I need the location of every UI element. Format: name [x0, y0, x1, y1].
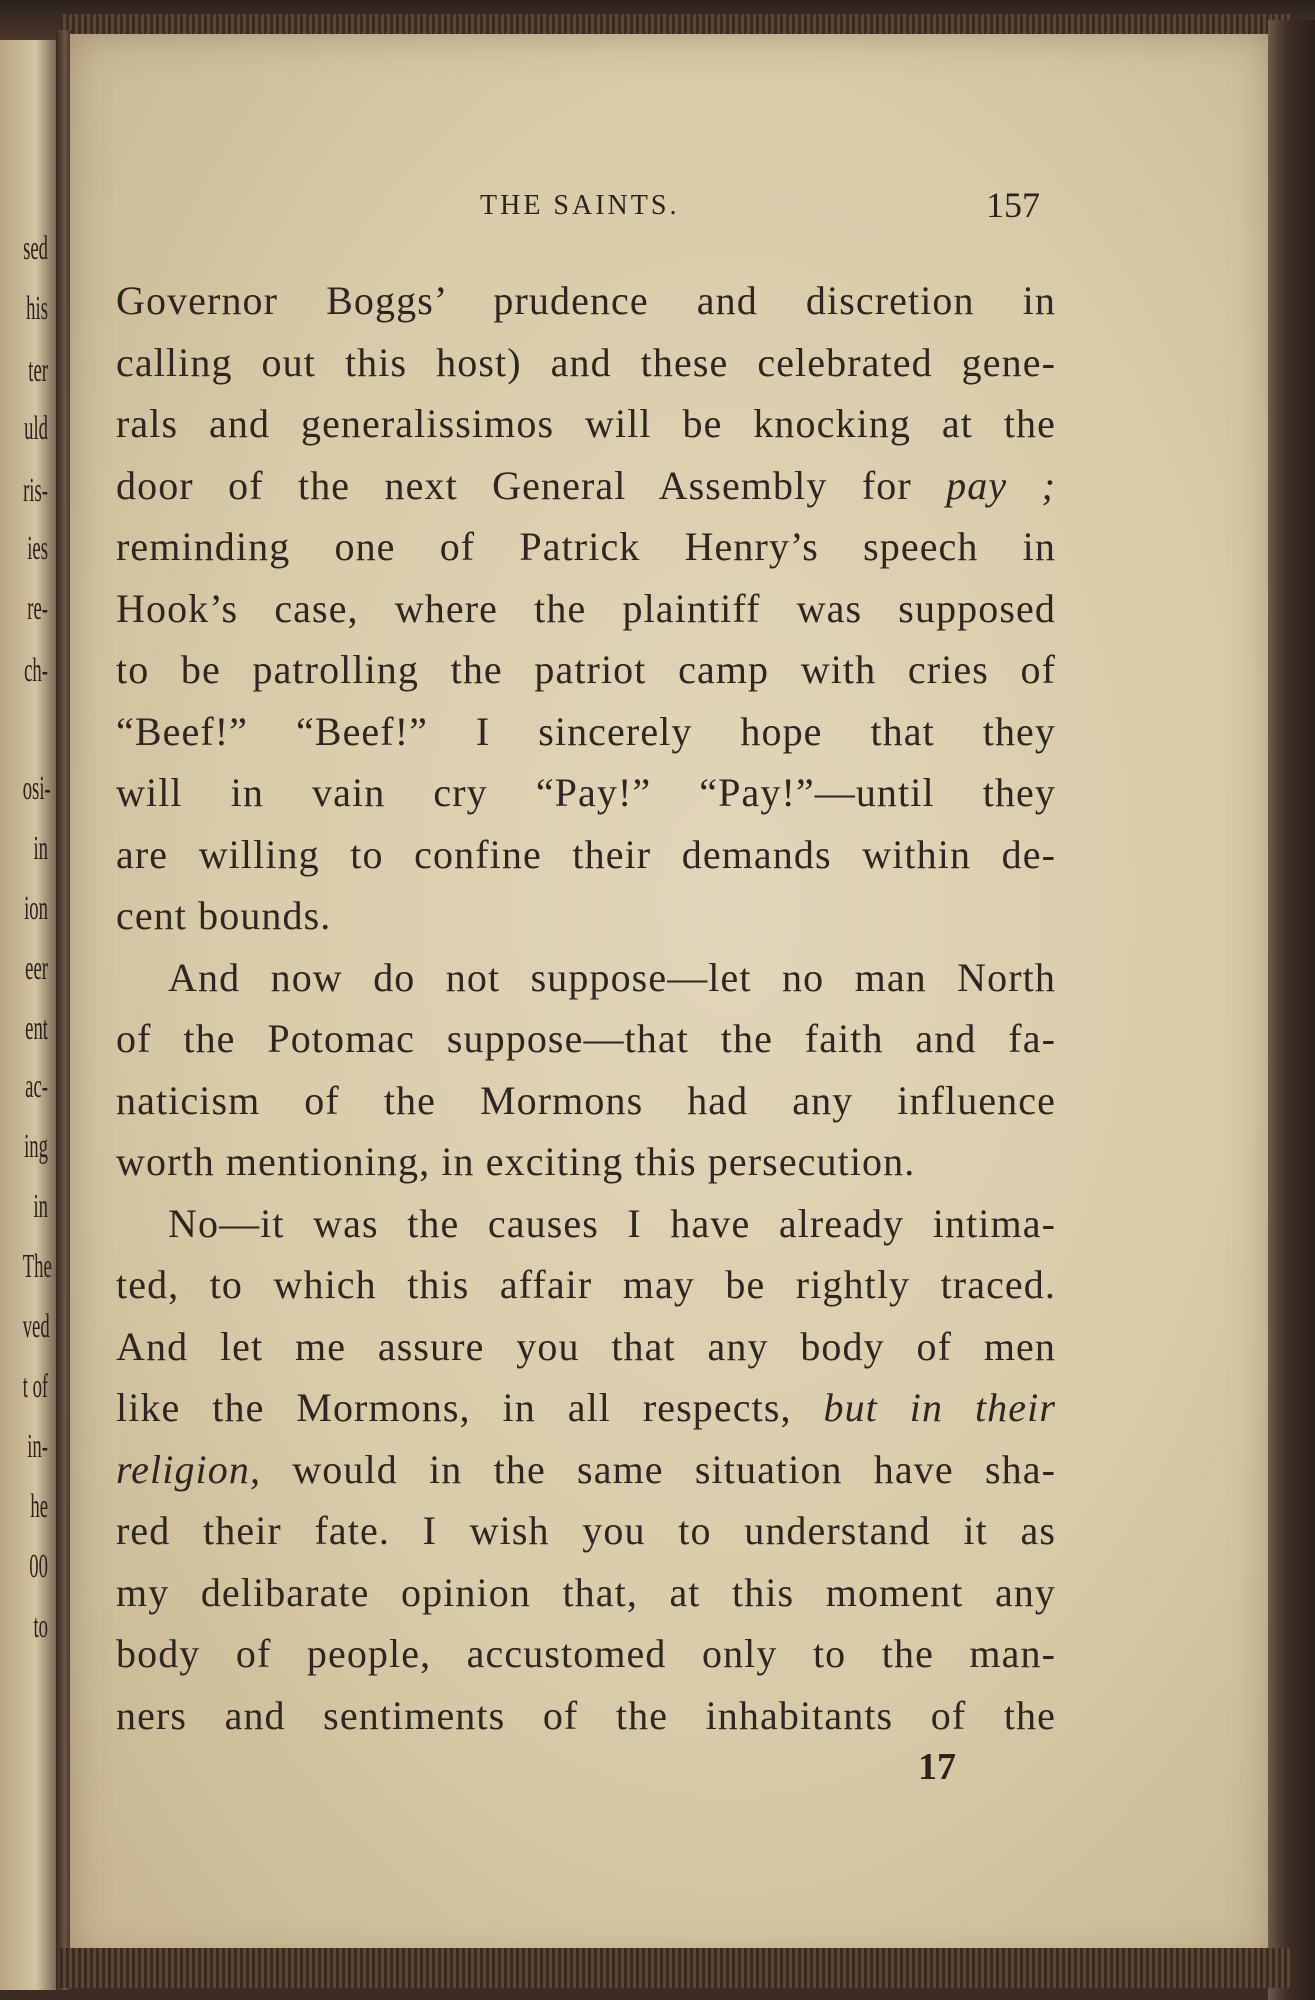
text-line: my delibarate opinion that, at this moment any	[116, 1569, 1056, 1615]
text-line: of the Potomac suppose—that the faith and fa-	[116, 1016, 1056, 1061]
text-line: calling out this host) and these celebrated gene-	[116, 339, 1056, 385]
text-line: cent bounds.	[116, 893, 332, 938]
text-line: rals and generalissimos will be knocking at the	[116, 401, 1056, 446]
text-line: And let me assure you that any body of men	[116, 1323, 1056, 1369]
text-line	[116, 1377, 1056, 1439]
italic-text: pay ;	[946, 462, 1056, 508]
adjacent-page-fragment: ing	[24, 1128, 48, 1165]
text-line: will in vain cry “Pay!” “Pay!”—until they	[116, 770, 1056, 815]
adjacent-page-fragment: ies	[27, 530, 48, 567]
adjacent-page-fragment: eer	[25, 950, 48, 987]
adjacent-page-fragment: ter	[28, 352, 48, 389]
adjacent-page-fragment: ved	[22, 1308, 50, 1345]
page-number: 157	[986, 185, 1040, 225]
text-line: Governor Boggs’ prudence and discretion in	[116, 278, 1056, 323]
text-line: worth mentioning, in exciting this persecution.	[116, 1139, 916, 1184]
adjacent-page-fragment: in-	[27, 1428, 48, 1465]
adjacent-page-fragment: in	[33, 830, 48, 867]
adjacent-page-fragment: sed	[23, 230, 48, 267]
text-line: No—it was the causes I have already intima-	[168, 1200, 1056, 1246]
adjacent-page-fragment: 00	[29, 1548, 48, 1585]
text-line: are willing to confine their demands within de-	[116, 831, 1056, 877]
adjacent-page-fragment: ent	[25, 1010, 48, 1047]
adjacent-page-edge	[0, 40, 60, 1990]
running-head: THE SAINTS.	[480, 190, 680, 221]
adjacent-page-fragment: to	[33, 1608, 48, 1645]
text-line: Hook’s case, where the plaintiff was supposed	[116, 585, 1056, 631]
binding-bottom-band	[60, 1948, 1290, 1988]
text-line: naticism of the Mormons had any influence	[116, 1077, 1056, 1123]
text-line: to be patrolling the patriot camp with cries of	[116, 647, 1056, 692]
text-line: ted, to which this affair may be rightly traced.	[116, 1262, 1056, 1307]
text-segment: would in the same situation have sha-	[261, 1446, 1056, 1492]
adjacent-page-fragment: The	[22, 1248, 52, 1285]
text-segment: door of the next General Assembly for	[116, 462, 947, 508]
signature-mark: 17	[918, 1746, 956, 1788]
adjacent-page-fragment: t of	[22, 1368, 49, 1405]
adjacent-page-fragment: ac-	[25, 1068, 48, 1105]
adjacent-page-fragment: re-	[27, 590, 48, 627]
binding-right-edge	[1268, 20, 1315, 2000]
text-line	[116, 455, 1056, 517]
text-line: reminding one of Patrick Henry’s speech in	[116, 524, 1056, 569]
text-line: body of people, accustomed only to the man-	[116, 1631, 1056, 1676]
text-line: “Beef!” “Beef!” I sincerely hope that they	[116, 708, 1056, 754]
adjacent-page-fragment: ris-	[23, 472, 48, 509]
text-segment: like the Mormons, in all respects,	[116, 1385, 824, 1430]
text-line: And now do not suppose—let no man North	[168, 954, 1056, 1000]
adjacent-page-fragment: in	[33, 1188, 48, 1225]
italic-text: but in their	[823, 1385, 1056, 1430]
adjacent-page-fragment: uld	[24, 410, 48, 447]
text-line	[116, 1439, 1056, 1501]
adjacent-page-fragment: ch-	[24, 652, 48, 689]
adjacent-page-fragment: he	[30, 1488, 48, 1525]
italic-text: religion,	[116, 1446, 262, 1492]
body-text	[116, 270, 1056, 1746]
adjacent-page-fragment: ion	[24, 890, 48, 927]
adjacent-page-fragment: osi-	[22, 770, 51, 807]
adjacent-page-fragment: his	[26, 290, 48, 327]
text-line: ners and sentiments of the inhabitants of the	[116, 1692, 1056, 1738]
text-line: red their fate. I wish you to understand it as	[116, 1508, 1056, 1553]
